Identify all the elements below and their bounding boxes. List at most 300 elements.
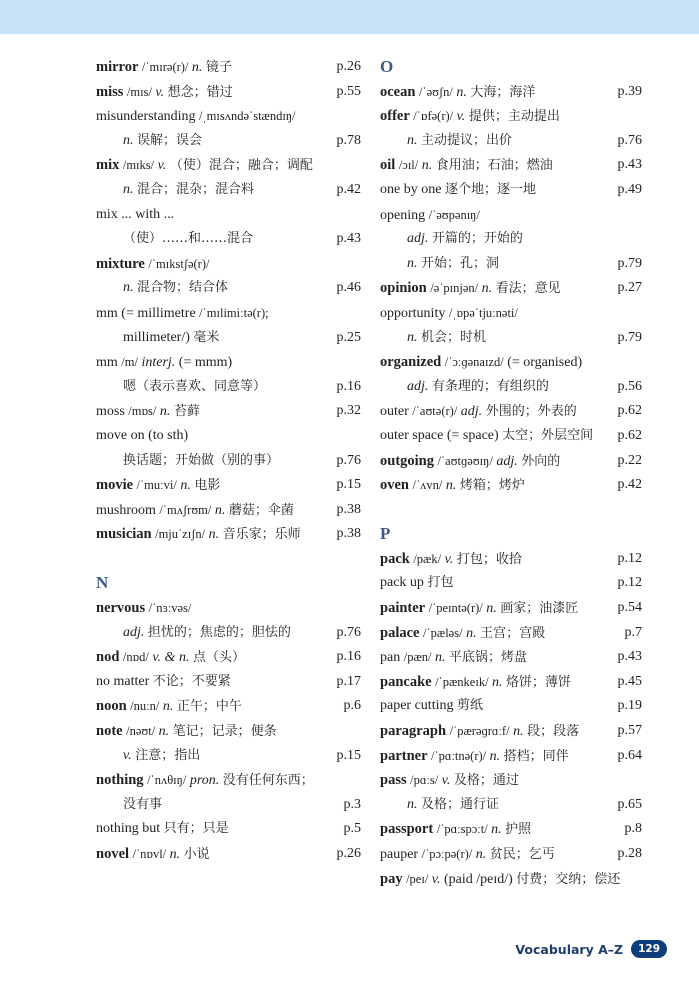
vocab-entry (380, 596, 642, 621)
page-reference: p.6 (343, 698, 361, 714)
entry-word: mm (= millimetre (96, 305, 196, 321)
part-of-speech: n. (180, 478, 191, 494)
entry-text (380, 301, 518, 327)
page-reference: p.3 (343, 796, 361, 812)
page-reference: p.8 (624, 821, 642, 837)
phonetic: /əˈpɪnjən/ (430, 281, 479, 296)
entry-word: millimeter/) (123, 329, 190, 345)
entry-text (96, 252, 209, 278)
chinese-definition: 嗯（表示喜欢、同意等） (123, 378, 267, 394)
page-reference: p.38 (336, 501, 361, 517)
headword: musician (96, 526, 152, 543)
chinese-definition: 误解；误会 (137, 132, 203, 148)
part-of-speech: n. (486, 601, 497, 617)
page-reference: p.28 (617, 846, 642, 861)
part-of-speech: n. (481, 281, 493, 297)
headword: painter (380, 600, 426, 617)
entry-text (96, 326, 219, 351)
page-reference: p.56 (617, 378, 642, 394)
entry-text (380, 80, 535, 106)
vocab-entry (96, 153, 361, 178)
chinese-definition: 打包 (427, 575, 454, 591)
phonetic: /pɑːs/ (410, 773, 439, 788)
chinese-definition: 音乐家；乐师 (222, 527, 301, 543)
page-reference: p.57 (617, 723, 642, 739)
vocab-entry (380, 621, 642, 646)
entry-text (96, 301, 269, 327)
entry-word: pack up (380, 575, 424, 591)
chinese-definition: 想念；错过 (167, 84, 233, 100)
phonetic: /ˈpɑːtnə(r)/ (431, 748, 487, 763)
part-of-speech: v. (431, 871, 441, 887)
vocab-entry (96, 473, 361, 498)
chinese-definition: 护照 (505, 822, 532, 838)
phonetic: /ˈmɪrə(r)/ (141, 60, 189, 74)
entry-text (380, 449, 560, 475)
part-of-speech: n. (456, 84, 467, 100)
headword: miss (96, 83, 124, 100)
entry-text (96, 596, 191, 622)
entry-continuation (380, 252, 642, 277)
part-of-speech: n. (475, 847, 487, 862)
page-reference: p.15 (336, 747, 361, 763)
entry-text (96, 449, 279, 474)
entry-continuation (96, 793, 361, 818)
entry-text (96, 276, 228, 301)
part-of-speech: n. (208, 527, 220, 543)
phonetic: /ˈmʌʃrʊm/ (159, 502, 212, 517)
vocab-entry (96, 694, 361, 719)
vocab-entry (96, 301, 361, 326)
entry-text (380, 547, 522, 573)
part-of-speech: n. (513, 724, 524, 740)
entry-text (96, 375, 266, 400)
entry-word: mushroom (96, 502, 156, 518)
phonetic: /ˈpɔːpə(r)/ (421, 847, 473, 861)
chinese-definition: 外围的；外表的 (485, 404, 577, 420)
headword: paragraph (380, 723, 447, 740)
part-of-speech: n. (123, 181, 134, 197)
entry-continuation (96, 375, 361, 400)
part-of-speech: n. (214, 502, 226, 518)
entry-text (96, 842, 210, 868)
phonetic: /ˈəʊʃn/ (418, 84, 453, 99)
page-reference: p.26 (336, 59, 361, 74)
page-reference: p.32 (336, 403, 361, 419)
entry-text (96, 817, 229, 842)
chinese-definition: 没有任何东西； (222, 773, 314, 789)
chinese-definition: 混合；混杂；混合料 (137, 181, 255, 197)
page-reference: p.76 (617, 132, 642, 148)
entry-text (96, 55, 232, 81)
phonetic: /ˈaʊtɡəʊɪŋ/ (437, 453, 493, 468)
page-reference: p.76 (336, 624, 361, 640)
page-reference: p.45 (617, 673, 642, 689)
chinese-definition: 有条理的；有组织的 (431, 378, 549, 394)
entry-text (380, 596, 578, 622)
section-letter: N (96, 573, 109, 593)
chinese-definition: 烤箱；烤炉 (459, 478, 525, 494)
phonetic: /nɒd/ (122, 650, 149, 665)
headword: offer (380, 108, 410, 125)
chinese-definition: 只有；只是 (163, 821, 229, 837)
entry-text (96, 129, 202, 154)
page-reference: p.43 (336, 231, 361, 247)
entry-continuation (96, 744, 361, 769)
vocab-entry (380, 719, 642, 744)
entry-text (380, 326, 486, 351)
phonetic: /ˌmɪsʌndəˈstændɪŋ/ (199, 109, 296, 124)
phonetic: /m/ (121, 355, 138, 370)
entry-text (96, 522, 301, 548)
vocab-entry (96, 498, 361, 523)
chinese-definition: 主动提议；出价 (421, 132, 513, 148)
entry-text (96, 424, 188, 449)
entry-text (96, 498, 294, 524)
entry-word: opportunity (380, 305, 446, 321)
chinese-definition: 镜子 (205, 60, 232, 75)
page-reference: p.15 (336, 477, 361, 493)
part-of-speech: v. (444, 551, 454, 567)
entry-text (380, 817, 531, 843)
page-reference: p.49 (617, 181, 642, 197)
entry-text (96, 694, 242, 720)
headword: opinion (380, 280, 427, 297)
part-of-speech: interj. (141, 355, 176, 371)
entry-word: opening (380, 207, 426, 223)
entry-text (96, 744, 200, 769)
part-of-speech: v. & n. (152, 650, 190, 666)
entry-text (380, 842, 555, 868)
part-of-speech: n. (407, 796, 418, 812)
headword: mixture (96, 255, 145, 272)
vocab-entry (380, 694, 642, 719)
headword: ocean (380, 83, 416, 100)
page-reference: p.78 (336, 132, 361, 148)
chinese-definition: 平底锅；烤盘 (449, 650, 528, 666)
headword: pay (380, 870, 403, 887)
page-reference: p.26 (336, 846, 361, 861)
section-letter: P (380, 524, 391, 544)
headword: mix (96, 157, 120, 174)
headword: pass (380, 772, 407, 789)
chinese-definition: 贫民；乞丐 (489, 847, 555, 862)
chinese-definition: 及格；通过 (453, 773, 519, 789)
page-reference: p.17 (336, 673, 361, 689)
entry-note: (= organised) (507, 355, 583, 371)
vocab-entry (380, 744, 642, 769)
phonetic: /ˈpæləs/ (422, 625, 463, 640)
entry-continuation (380, 793, 642, 818)
entry-text (96, 350, 232, 376)
chinese-definition: 苔藓 (173, 404, 200, 420)
section-letter: O (380, 57, 394, 76)
chinese-definition: 画家；油漆匠 (500, 601, 579, 617)
vocab-entry (96, 252, 361, 277)
page-reference: p.25 (336, 329, 361, 345)
entry-text (96, 670, 231, 695)
headword: pancake (380, 673, 432, 690)
headword: nothing (96, 772, 144, 789)
vocab-entry (380, 203, 642, 228)
entry-word: moss (96, 404, 125, 420)
phonetic: /ˈɒfə(r)/ (413, 109, 454, 124)
page-reference: p.27 (617, 280, 642, 296)
part-of-speech: n. (123, 280, 134, 296)
vocab-entry (380, 645, 642, 670)
page-number-badge: 129 (631, 940, 667, 958)
page-reference: p.54 (617, 600, 642, 616)
vocab-entry (96, 80, 361, 105)
entry-text (380, 694, 483, 719)
entry-word: no matter (96, 673, 150, 689)
phonetic: /pæn/ (403, 650, 432, 665)
chinese-definition: 注意；指出 (135, 747, 201, 763)
chinese-definition: 担忧的；焦虑的；胆怯的 (147, 624, 291, 640)
headword: organized (380, 354, 442, 371)
entry-text (380, 571, 453, 596)
phonetic: /ˈmɪlimiːtə(r); (199, 305, 269, 320)
chinese-definition: 王宫；宫殿 (480, 625, 546, 641)
vocab-entry (96, 399, 361, 424)
part-of-speech: adj. (460, 404, 483, 420)
entry-word: move on (to sth) (96, 427, 189, 443)
phonetic: /nəʊt/ (126, 724, 156, 739)
vocab-entry (96, 104, 361, 129)
entry-text (380, 424, 593, 449)
phonetic: /ˈpɑːspɔːt/ (436, 822, 488, 837)
part-of-speech: n. (435, 650, 446, 666)
page-reference: p.43 (617, 157, 642, 173)
vocab-entry (380, 153, 642, 178)
part-of-speech: adj. (407, 378, 429, 394)
entry-word: paper cutting (380, 698, 454, 714)
headword: palace (380, 624, 420, 641)
headword: nervous (96, 600, 146, 617)
section-gap (380, 498, 642, 523)
section-title: Vocabulary A–Z (515, 941, 624, 957)
part-of-speech: adj. (123, 624, 145, 640)
entry-text (96, 645, 245, 671)
vocab-entry (380, 350, 642, 375)
phonetic: /ˈpeɪntə(r)/ (428, 601, 483, 616)
entry-word: nothing but (96, 821, 161, 837)
page-reference: p.38 (336, 526, 361, 542)
entry-word: mm (96, 355, 118, 371)
part-of-speech: adj. (407, 231, 429, 247)
entry-text (96, 80, 233, 106)
entry-continuation (96, 178, 361, 203)
vocab-entry (380, 768, 642, 793)
page-reference: p.39 (617, 83, 642, 99)
part-of-speech: n. (123, 132, 134, 148)
entry-text (96, 153, 313, 179)
entry-text (380, 867, 620, 893)
entry-text (380, 252, 499, 277)
part-of-speech: n. (159, 404, 171, 420)
entry-text (96, 227, 253, 252)
part-of-speech: n. (158, 724, 170, 740)
part-of-speech: n. (421, 158, 433, 174)
vocab-entry (380, 424, 642, 449)
part-of-speech: n. (491, 822, 502, 838)
part-of-speech: n. (407, 255, 418, 271)
phonetic: /ˈɔːɡənaɪzd/ (444, 355, 504, 370)
phonetic: /ˈnɜːvəs/ (148, 601, 192, 616)
chinese-definition: 正午；中午 (176, 699, 242, 715)
entry-text (96, 203, 174, 228)
entry-text (380, 645, 527, 671)
phonetic: /ˈnɒvl/ (132, 847, 167, 861)
entry-text (96, 719, 277, 745)
phonetic: /ˈnʌθɪŋ/ (147, 773, 187, 788)
headword: mirror (96, 59, 139, 75)
headword: passport (380, 821, 434, 838)
headword: oven (380, 477, 409, 494)
page-reference: p.7 (624, 624, 642, 640)
vocab-entry (380, 276, 642, 301)
page-reference: p.16 (336, 649, 361, 665)
page-reference: p.19 (617, 698, 642, 714)
vocab-entry (380, 449, 642, 474)
chinese-definition: 烙饼；薄饼 (506, 674, 572, 690)
vocab-entry (96, 424, 361, 449)
chinese-definition: 外向的 (521, 453, 561, 469)
chinese-definition: 笔记；记录；便条 (172, 724, 277, 740)
chinese-definition: 段；段落 (527, 724, 580, 740)
part-of-speech: n. (445, 478, 457, 494)
entry-text (96, 473, 220, 499)
phonetic: /mɪs/ (126, 84, 152, 99)
vocab-entry (96, 719, 361, 744)
headword: note (96, 723, 123, 740)
phonetic: /ˈpærəɡrɑːf/ (449, 724, 510, 739)
vocab-entry (380, 399, 642, 424)
phonetic: /ˈmɪkstʃə(r)/ (148, 256, 210, 271)
entry-continuation (96, 326, 361, 351)
page-reference: p.79 (617, 255, 642, 271)
vocab-entry (380, 842, 642, 867)
entry-text (380, 768, 519, 794)
part-of-speech: n. (191, 60, 203, 75)
phonetic: /nuːn/ (130, 699, 160, 714)
chinese-definition: 打包；收拾 (456, 551, 522, 567)
entry-continuation (96, 449, 361, 474)
phonetic: /ɔɪl/ (398, 158, 419, 173)
chinese-definition: （使）……和……混合 (123, 231, 254, 247)
page-reference: p.62 (617, 427, 642, 443)
vocab-entry (96, 645, 361, 670)
part-of-speech: n. (162, 699, 174, 715)
left-column (96, 55, 361, 867)
chinese-definition: 不论；不要紧 (152, 673, 231, 689)
section-gap (96, 547, 361, 572)
phonetic: /mɪks/ (122, 158, 155, 173)
phonetic: /mjuˈzɪʃn/ (155, 527, 206, 542)
page-reference: p.79 (617, 329, 642, 345)
part-of-speech: n. (492, 674, 503, 690)
chinese-definition: 混合物；结合体 (137, 280, 229, 296)
vocab-entry (96, 768, 361, 793)
vocab-entry (96, 670, 361, 695)
chinese-definition: 提供；主动提出 (468, 109, 560, 125)
part-of-speech: n. (407, 329, 418, 345)
entry-word: mix ... with ... (96, 206, 175, 222)
entry-text (380, 129, 512, 154)
phonetic: /ˌɒpəˈtjuːnəti/ (448, 305, 518, 320)
part-of-speech: pron. (189, 773, 220, 789)
part-of-speech: n. (169, 847, 181, 862)
phonetic: /ˈəʊpənɪŋ/ (428, 207, 480, 222)
entry-text (380, 153, 553, 179)
page-reference: p.22 (617, 452, 642, 468)
part-of-speech: v. (123, 747, 132, 763)
phonetic: /ˈpænkeɪk/ (435, 674, 489, 689)
vocab-entry (380, 867, 642, 892)
part-of-speech: v. (157, 158, 167, 174)
entry-text (96, 399, 200, 425)
part-of-speech: v. (456, 109, 466, 125)
entry-text (380, 621, 545, 647)
entry-text (380, 276, 561, 302)
chinese-definition: 开始；孔；洞 (421, 255, 500, 271)
headword: nod (96, 649, 120, 666)
entry-text (96, 104, 296, 130)
chinese-definition: 逐个地；逐一地 (444, 181, 536, 197)
page-reference: p.5 (343, 821, 361, 837)
phonetic: /pæk/ (413, 551, 442, 566)
part-of-speech: adj. (496, 453, 518, 469)
entry-continuation (380, 227, 642, 252)
page-reference: p.65 (617, 796, 642, 812)
chinese-definition: 大海；海洋 (470, 84, 536, 100)
entry-word: pan (380, 650, 401, 666)
entry-text (380, 793, 499, 818)
vocab-entry (380, 301, 642, 326)
vocab-entry (380, 547, 642, 572)
entry-text (380, 399, 577, 425)
page-reference: p.46 (336, 280, 361, 296)
entry-note: (= mmm) (178, 355, 233, 371)
headword: pack (380, 550, 410, 567)
page-reference: p.43 (617, 649, 642, 665)
entry-word: one by one (380, 181, 442, 197)
phonetic: /ˈmuːvi/ (136, 478, 177, 493)
entry-text (380, 375, 549, 400)
part-of-speech: v. (441, 773, 451, 789)
phonetic: /peɪ/ (406, 871, 429, 886)
entry-word: pauper (380, 847, 419, 862)
part-of-speech: n. (407, 132, 418, 148)
phonetic: /ˈaʊtə(r)/ (412, 404, 458, 419)
entry-text (96, 768, 314, 794)
page-footer (515, 940, 667, 958)
vocab-entry (96, 203, 361, 228)
chinese-definition: 搭档；同伴 (503, 748, 569, 764)
chinese-definition: 点（头） (192, 650, 245, 666)
page-reference: p.12 (617, 575, 642, 591)
vocab-entry (380, 104, 642, 129)
page-reference: p.42 (336, 181, 361, 197)
entry-continuation (380, 375, 642, 400)
vocab-entry (96, 55, 361, 80)
part-of-speech: v. (155, 84, 165, 100)
entry-continuation (96, 276, 361, 301)
phonetic: /mɒs/ (128, 404, 157, 419)
page-reference: p.62 (617, 403, 642, 419)
entry-continuation (96, 621, 361, 646)
headword: oil (380, 157, 396, 174)
